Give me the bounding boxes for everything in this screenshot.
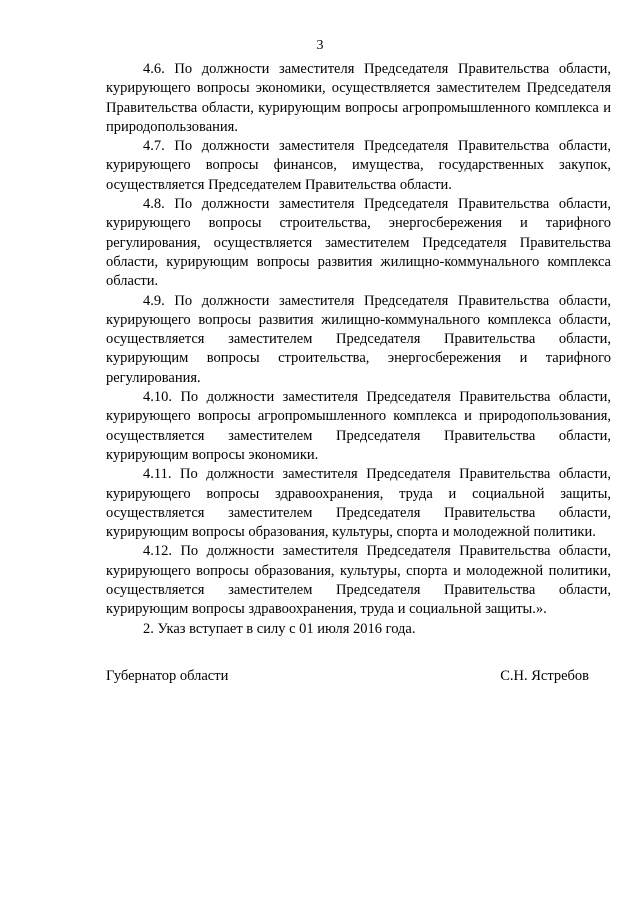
paragraph-4-9: 4.9. По должности заместителя Председателя Правительства области, курирующего вопросы развития жилищно-коммунального комплекса области, осуществляется заместителем Председателя Правительства области, курирующим вопросы строительства, энергосбережения и тарифного регулирования.	[106, 292, 611, 386]
signatory-title: Губернатор области	[106, 668, 229, 684]
signatory-name: С.Н. Ястребов	[500, 668, 589, 684]
paragraph-4-6: 4.6. По должности заместителя Председателя Правительства области, курирующего вопросы экономики, осуществляется заместителем Председателя Правительства области, курирующим вопросы агропромышленного комплекса и природопользования.	[106, 61, 611, 135]
paragraph-4-8: 4.8. По должности заместителя Председателя Правительства области, курирующего вопросы строительства, энергосбережения и тарифного регулирования, осуществляется заместителем Председателя Правительства области, курирующим вопросы развития жилищно-коммунального комплекса области.	[106, 196, 611, 290]
paragraph-4-10: 4.10. По должности заместителя Председателя Правительства области, курирующего вопросы агропромышленного комплекса и природопользования, осуществляется заместителем Председателя Правительства области, курирующим вопросы экономики.	[106, 389, 611, 463]
paragraph-4-7: 4.7. По должности заместителя Председателя Правительства области, курирующего вопросы финансов, имущества, государственных закупок, осуществляется Председателем Правительства области.	[106, 138, 611, 193]
document-body	[106, 60, 611, 639]
paragraph-4-12: 4.12. По должности заместителя Председателя Правительства области, курирующего вопросы образования, культуры, спорта и молодежной политики, осуществляется заместителем Председателя Правительства области, курирующим вопросы здравоохранения, труда и социальной защиты.».	[106, 543, 611, 618]
paragraph-4-11: 4.11. По должности заместителя Председателя Правительства области, курирующего вопросы здравоохранения, труда и социальной защиты, осуществляется заместителем Председателя Правительства области, курирующим вопросы образования, культуры, спорта и молодежной политики.	[106, 466, 611, 541]
paragraph-2-effective-date: 2. Указ вступает в силу с 01 июля 2016 года.	[143, 620, 416, 637]
page-number: 3	[316, 38, 324, 53]
